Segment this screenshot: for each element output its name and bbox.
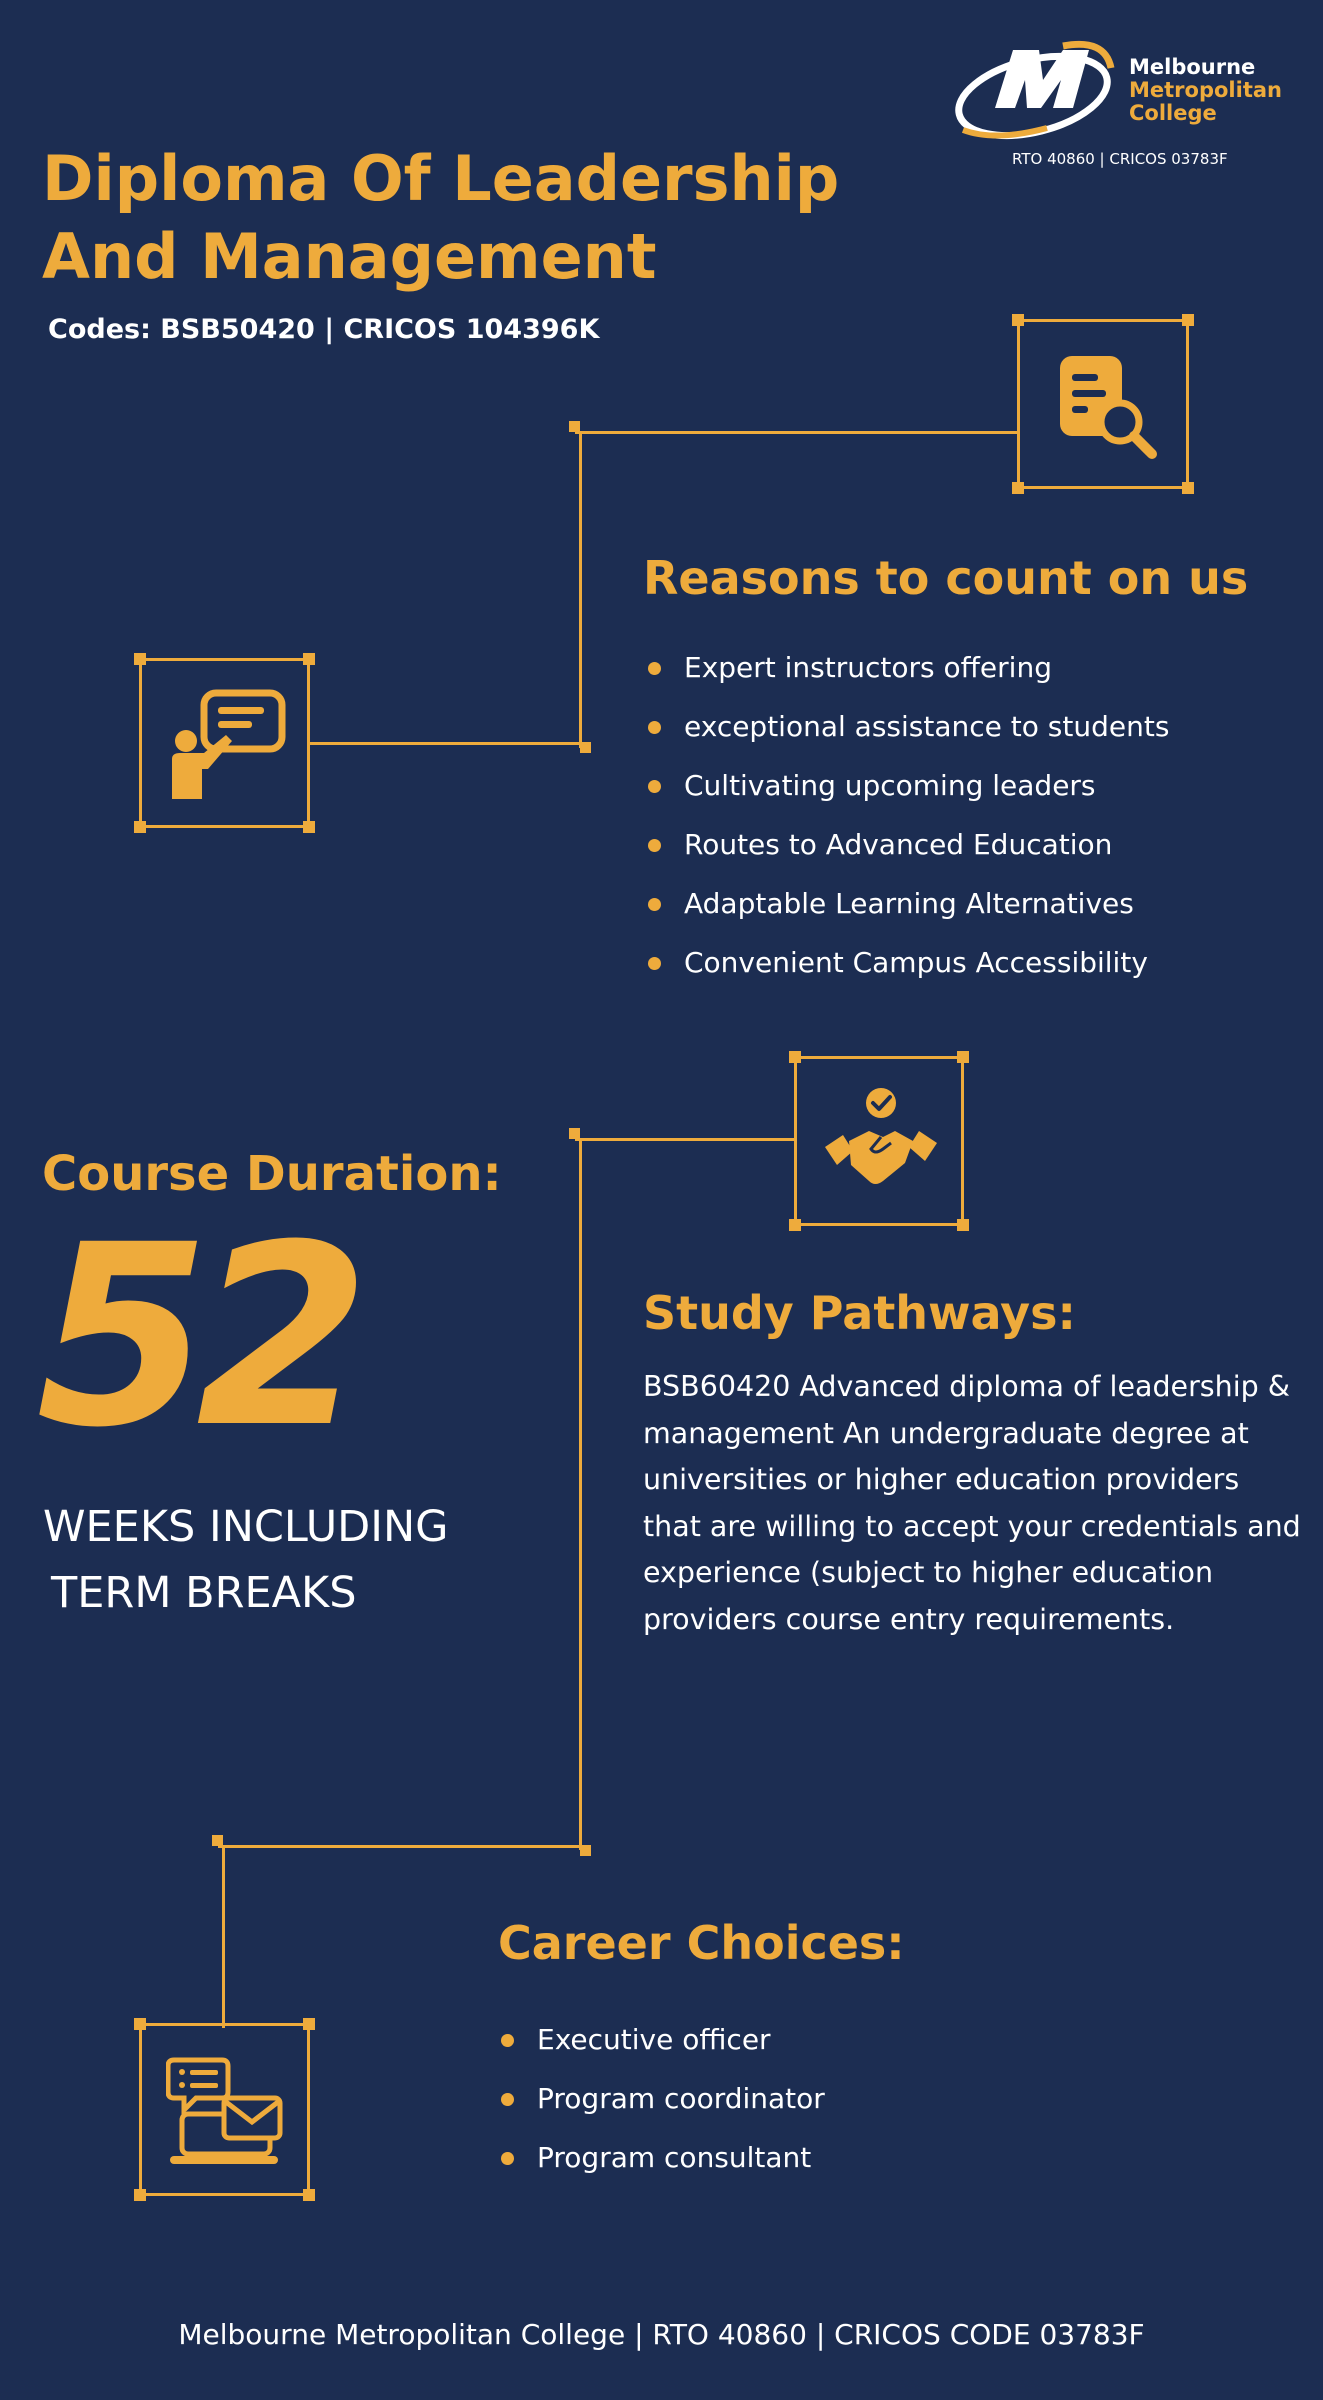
connector-line xyxy=(575,431,1020,434)
presenter-frame xyxy=(139,658,310,828)
connector-line xyxy=(579,1138,582,1850)
list-item: Program coordinator xyxy=(497,2069,825,2128)
logo-name-line2: Metropolitan xyxy=(1129,78,1282,102)
college-logo xyxy=(955,38,1295,178)
career-communication-icon xyxy=(166,2052,290,2172)
college-logo-mark-icon xyxy=(955,38,1115,148)
course-duration-label: Course Duration: xyxy=(42,1146,502,1202)
list-item: Program consultant xyxy=(497,2128,825,2187)
handshake-icon xyxy=(821,1085,941,1203)
connector-line xyxy=(218,1845,582,1848)
duration-unit-line2: TERM BREAKS xyxy=(51,1568,357,1618)
logo-name-line3: College xyxy=(1129,101,1217,125)
connector-line xyxy=(579,431,582,748)
presenter-icon xyxy=(164,683,290,809)
course-codes: Codes: BSB50420 | CRICOS 104396K xyxy=(48,314,600,345)
list-item: exceptional assistance to students xyxy=(644,697,1169,756)
list-item: Routes to Advanced Education xyxy=(644,815,1169,874)
list-item: Executive officer xyxy=(497,2010,825,2069)
handshake-frame xyxy=(794,1056,964,1226)
logo-rto-text: RTO 40860 | CRICOS 03783F xyxy=(1012,150,1228,168)
logo-name-line1: Melbourne xyxy=(1129,55,1256,79)
career-frame xyxy=(139,2023,310,2196)
page-title xyxy=(42,140,839,296)
career-choices-heading: Career Choices: xyxy=(498,1916,905,1970)
document-search-frame xyxy=(1017,319,1189,489)
footer-text: Melbourne Metropolitan College | RTO 40860 | CRICOS CODE 03783F xyxy=(178,2318,1145,2351)
reasons-heading: Reasons to count on us xyxy=(643,551,1249,605)
college-logo-name xyxy=(1129,56,1282,125)
list-item: Expert instructors offering xyxy=(644,638,1169,697)
connector-line xyxy=(222,1845,225,2028)
career-choices-list xyxy=(497,2010,825,2187)
duration-unit-line1: WEEKS INCLUDING xyxy=(43,1502,449,1552)
course-duration-unit xyxy=(43,1494,448,1626)
list-item: Adaptable Learning Alternatives xyxy=(644,874,1169,933)
reasons-list xyxy=(644,638,1169,992)
list-item: Convenient Campus Accessibility xyxy=(644,933,1169,992)
connector-line xyxy=(575,1138,797,1141)
list-item: Cultivating upcoming leaders xyxy=(644,756,1169,815)
page-title-line1: Diploma Of Leadership xyxy=(42,142,840,215)
study-pathways-text: BSB60420 Advanced diploma of leadership & management An undergraduate degree at universities or higher education providers that are willing to accept your credentials and experience (subject to higher education providers course entry requirements. xyxy=(643,1370,1301,1636)
connector-line xyxy=(308,742,582,745)
document-search-icon xyxy=(1050,350,1162,462)
course-duration-number: 52 xyxy=(36,1191,356,1482)
page-title-line2: And Management xyxy=(42,220,657,293)
study-pathways-heading: Study Pathways: xyxy=(643,1286,1076,1340)
